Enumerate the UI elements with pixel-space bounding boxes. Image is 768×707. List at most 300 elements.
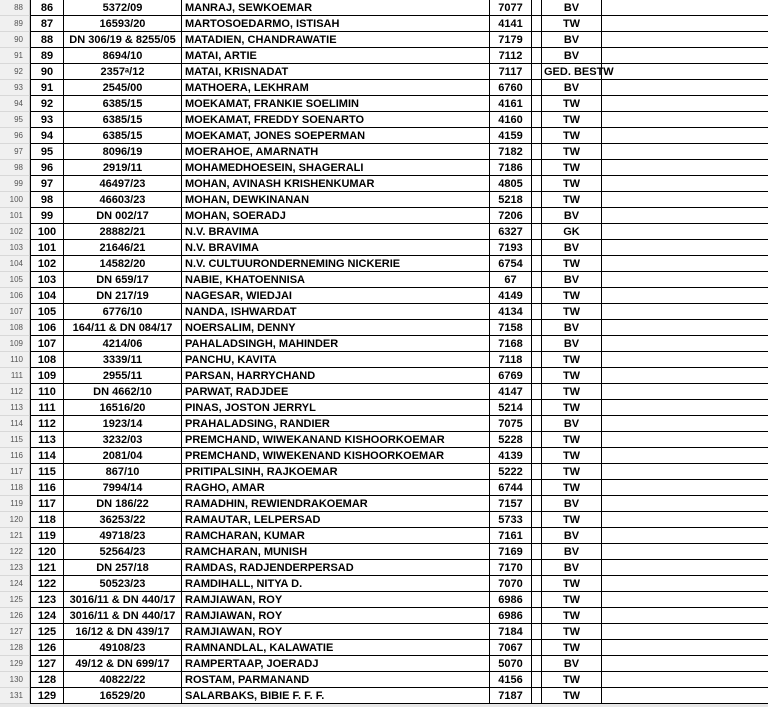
cell-empty[interactable] bbox=[602, 272, 768, 288]
cell-reference[interactable]: 40822/22 bbox=[64, 672, 182, 688]
cell-empty[interactable] bbox=[532, 592, 542, 608]
cell-type[interactable]: TW bbox=[542, 176, 602, 192]
row-header[interactable]: 89 bbox=[0, 16, 30, 32]
cell-empty[interactable] bbox=[602, 512, 768, 528]
row-header[interactable]: 113 bbox=[0, 400, 30, 416]
cell-number[interactable]: 110 bbox=[30, 384, 64, 400]
cell-empty[interactable] bbox=[602, 240, 768, 256]
row-header[interactable]: 107 bbox=[0, 304, 30, 320]
row-header[interactable]: 100 bbox=[0, 192, 30, 208]
cell-type[interactable]: TW bbox=[542, 384, 602, 400]
cell-empty[interactable] bbox=[532, 128, 542, 144]
cell-type[interactable]: BV bbox=[542, 0, 602, 16]
cell-type[interactable]: TW bbox=[542, 448, 602, 464]
cell-number[interactable]: 94 bbox=[30, 128, 64, 144]
row-header[interactable]: 97 bbox=[0, 144, 30, 160]
cell-empty[interactable] bbox=[602, 48, 768, 64]
cell-number[interactable]: 121 bbox=[30, 560, 64, 576]
row-header[interactable]: 96 bbox=[0, 128, 30, 144]
row-header[interactable]: 104 bbox=[0, 256, 30, 272]
row-header[interactable]: 98 bbox=[0, 160, 30, 176]
cell-name[interactable]: MOEKAMAT, JONES SOEPERMAN bbox=[182, 128, 490, 144]
cell-empty[interactable] bbox=[532, 64, 542, 80]
cell-name[interactable]: MANRAJ, SEWKOEMAR bbox=[182, 0, 490, 16]
row-header[interactable]: 109 bbox=[0, 336, 30, 352]
cell-empty[interactable] bbox=[532, 544, 542, 560]
cell-name[interactable]: MARTOSOEDARMO, ISTISAH bbox=[182, 16, 490, 32]
cell-code[interactable]: 7170 bbox=[490, 560, 532, 576]
cell-number[interactable]: 97 bbox=[30, 176, 64, 192]
cell-name[interactable]: PAHALADSINGH, MAHINDER bbox=[182, 336, 490, 352]
cell-empty[interactable] bbox=[532, 240, 542, 256]
cell-code[interactable]: 7187 bbox=[490, 688, 532, 704]
row-header[interactable]: 111 bbox=[0, 368, 30, 384]
cell-type[interactable]: BV bbox=[542, 32, 602, 48]
cell-name[interactable]: N.V. BRAVIMA bbox=[182, 224, 490, 240]
cell-reference[interactable]: 164/11 & DN 084/17 bbox=[64, 320, 182, 336]
cell-empty[interactable] bbox=[602, 336, 768, 352]
cell-reference[interactable]: 2545/00 bbox=[64, 80, 182, 96]
cell-name[interactable]: N.V. CULTUURONDERNEMING NICKERIE bbox=[182, 256, 490, 272]
cell-type[interactable]: TW bbox=[542, 608, 602, 624]
cell-empty[interactable] bbox=[602, 224, 768, 240]
row-header[interactable]: 115 bbox=[0, 432, 30, 448]
cell-name[interactable]: NABIE, KHATOENNISA bbox=[182, 272, 490, 288]
cell-number[interactable]: 103 bbox=[30, 272, 64, 288]
cell-reference[interactable]: DN 306/19 & 8255/05 bbox=[64, 32, 182, 48]
cell-name[interactable]: MOHAN, SOERADJ bbox=[182, 208, 490, 224]
cell-empty[interactable] bbox=[532, 144, 542, 160]
cell-empty[interactable] bbox=[602, 112, 768, 128]
cell-reference[interactable]: 6385/15 bbox=[64, 96, 182, 112]
cell-type[interactable]: TW bbox=[542, 128, 602, 144]
cell-reference[interactable]: 46603/23 bbox=[64, 192, 182, 208]
cell-code[interactable]: 4134 bbox=[490, 304, 532, 320]
cell-type[interactable]: TW bbox=[542, 512, 602, 528]
cell-empty[interactable] bbox=[602, 384, 768, 400]
cell-empty[interactable] bbox=[532, 192, 542, 208]
cell-type[interactable]: TW bbox=[542, 672, 602, 688]
cell-reference[interactable]: 49108/23 bbox=[64, 640, 182, 656]
cell-number[interactable]: 120 bbox=[30, 544, 64, 560]
cell-code[interactable]: 5214 bbox=[490, 400, 532, 416]
row-header[interactable]: 118 bbox=[0, 480, 30, 496]
cell-empty[interactable] bbox=[602, 128, 768, 144]
row-header[interactable]: 103 bbox=[0, 240, 30, 256]
cell-empty[interactable] bbox=[602, 64, 768, 80]
cell-type[interactable]: TW bbox=[542, 432, 602, 448]
row-header[interactable]: 116 bbox=[0, 448, 30, 464]
row-header[interactable]: 120 bbox=[0, 512, 30, 528]
cell-number[interactable]: 114 bbox=[30, 448, 64, 464]
cell-reference[interactable]: 4214/06 bbox=[64, 336, 182, 352]
cell-name[interactable]: MOHAMEDHOESEIN, SHAGERALI bbox=[182, 160, 490, 176]
cell-name[interactable]: RAGHO, AMAR bbox=[182, 480, 490, 496]
cell-code[interactable]: 7157 bbox=[490, 496, 532, 512]
cell-reference[interactable]: DN 002/17 bbox=[64, 208, 182, 224]
cell-empty[interactable] bbox=[532, 16, 542, 32]
cell-reference[interactable]: 2955/11 bbox=[64, 368, 182, 384]
cell-reference[interactable]: 2919/11 bbox=[64, 160, 182, 176]
cell-reference[interactable]: 16516/20 bbox=[64, 400, 182, 416]
cell-empty[interactable] bbox=[602, 96, 768, 112]
cell-code[interactable]: 7067 bbox=[490, 640, 532, 656]
cell-empty[interactable] bbox=[602, 688, 768, 704]
cell-name[interactable]: RAMJIAWAN, ROY bbox=[182, 624, 490, 640]
cell-code[interactable]: 4160 bbox=[490, 112, 532, 128]
cell-reference[interactable]: 16/12 & DN 439/17 bbox=[64, 624, 182, 640]
cell-empty[interactable] bbox=[532, 496, 542, 512]
cell-empty[interactable] bbox=[602, 528, 768, 544]
cell-code[interactable]: 5070 bbox=[490, 656, 532, 672]
cell-reference[interactable]: 28882/21 bbox=[64, 224, 182, 240]
cell-reference[interactable]: 3016/11 & DN 440/17 bbox=[64, 608, 182, 624]
cell-number[interactable]: 92 bbox=[30, 96, 64, 112]
cell-empty[interactable] bbox=[602, 560, 768, 576]
cell-code[interactable]: 7117 bbox=[490, 64, 532, 80]
cell-reference[interactable]: DN 217/19 bbox=[64, 288, 182, 304]
cell-empty[interactable] bbox=[532, 672, 542, 688]
cell-number[interactable]: 119 bbox=[30, 528, 64, 544]
cell-code[interactable]: 4156 bbox=[490, 672, 532, 688]
cell-empty[interactable] bbox=[532, 688, 542, 704]
cell-number[interactable]: 115 bbox=[30, 464, 64, 480]
cell-code[interactable]: 6760 bbox=[490, 80, 532, 96]
cell-type[interactable]: BV bbox=[542, 336, 602, 352]
cell-number[interactable]: 112 bbox=[30, 416, 64, 432]
cell-reference[interactable]: 5372/09 bbox=[64, 0, 182, 16]
cell-reference[interactable]: DN 186/22 bbox=[64, 496, 182, 512]
cell-code[interactable]: 4161 bbox=[490, 96, 532, 112]
row-header[interactable]: 92 bbox=[0, 64, 30, 80]
cell-number[interactable]: 100 bbox=[30, 224, 64, 240]
cell-type[interactable]: TW bbox=[542, 304, 602, 320]
cell-code[interactable]: 6769 bbox=[490, 368, 532, 384]
cell-type[interactable]: TW bbox=[542, 624, 602, 640]
cell-empty[interactable] bbox=[532, 208, 542, 224]
cell-empty[interactable] bbox=[532, 512, 542, 528]
cell-empty[interactable] bbox=[532, 224, 542, 240]
cell-number[interactable]: 124 bbox=[30, 608, 64, 624]
cell-empty[interactable] bbox=[532, 96, 542, 112]
cell-type[interactable]: BV bbox=[542, 496, 602, 512]
cell-empty[interactable] bbox=[532, 640, 542, 656]
cell-number[interactable]: 96 bbox=[30, 160, 64, 176]
cell-reference[interactable]: 2357ᵃ/12 bbox=[64, 64, 182, 80]
cell-reference[interactable]: 867/10 bbox=[64, 464, 182, 480]
row-header[interactable]: 90 bbox=[0, 32, 30, 48]
cell-reference[interactable]: DN 659/17 bbox=[64, 272, 182, 288]
row-header[interactable]: 128 bbox=[0, 640, 30, 656]
cell-type[interactable]: TW bbox=[542, 96, 602, 112]
cell-code[interactable]: 5733 bbox=[490, 512, 532, 528]
cell-reference[interactable]: 3016/11 & DN 440/17 bbox=[64, 592, 182, 608]
cell-empty[interactable] bbox=[532, 448, 542, 464]
cell-type[interactable]: TW bbox=[542, 112, 602, 128]
cell-code[interactable]: 7070 bbox=[490, 576, 532, 592]
row-header[interactable]: 110 bbox=[0, 352, 30, 368]
cell-name[interactable]: MOERAHOE, AMARNATH bbox=[182, 144, 490, 160]
cell-name[interactable]: NAGESAR, WIEDJAI bbox=[182, 288, 490, 304]
cell-name[interactable]: MATHOERA, LEKHRAM bbox=[182, 80, 490, 96]
cell-empty[interactable] bbox=[602, 368, 768, 384]
cell-empty[interactable] bbox=[532, 480, 542, 496]
cell-code[interactable]: 5222 bbox=[490, 464, 532, 480]
row-header[interactable]: 99 bbox=[0, 176, 30, 192]
cell-code[interactable]: 7169 bbox=[490, 544, 532, 560]
cell-number[interactable]: 89 bbox=[30, 48, 64, 64]
cell-number[interactable]: 127 bbox=[30, 656, 64, 672]
cell-empty[interactable] bbox=[532, 608, 542, 624]
cell-reference[interactable]: 16593/20 bbox=[64, 16, 182, 32]
cell-code[interactable]: 7112 bbox=[490, 48, 532, 64]
cell-empty[interactable] bbox=[602, 464, 768, 480]
cell-code[interactable]: 6986 bbox=[490, 592, 532, 608]
cell-number[interactable]: 90 bbox=[30, 64, 64, 80]
row-header[interactable]: 94 bbox=[0, 96, 30, 112]
cell-number[interactable]: 116 bbox=[30, 480, 64, 496]
cell-number[interactable]: 105 bbox=[30, 304, 64, 320]
cell-code[interactable]: 7184 bbox=[490, 624, 532, 640]
cell-number[interactable]: 99 bbox=[30, 208, 64, 224]
cell-type[interactable]: TW bbox=[542, 576, 602, 592]
row-header[interactable]: 123 bbox=[0, 560, 30, 576]
row-header[interactable]: 101 bbox=[0, 208, 30, 224]
cell-name[interactable]: PINAS, JOSTON JERRYL bbox=[182, 400, 490, 416]
cell-reference[interactable]: 21646/21 bbox=[64, 240, 182, 256]
cell-empty[interactable] bbox=[602, 416, 768, 432]
cell-empty[interactable] bbox=[602, 80, 768, 96]
cell-code[interactable]: 4139 bbox=[490, 448, 532, 464]
cell-empty[interactable] bbox=[532, 320, 542, 336]
cell-empty[interactable] bbox=[532, 416, 542, 432]
cell-name[interactable]: NANDA, ISHWARDAT bbox=[182, 304, 490, 320]
cell-type[interactable]: BV bbox=[542, 272, 602, 288]
cell-number[interactable]: 93 bbox=[30, 112, 64, 128]
cell-name[interactable]: RAMAUTAR, LELPERSAD bbox=[182, 512, 490, 528]
cell-empty[interactable] bbox=[602, 352, 768, 368]
cell-type[interactable]: TW bbox=[542, 480, 602, 496]
cell-reference[interactable]: 6385/15 bbox=[64, 112, 182, 128]
cell-name[interactable]: MOHAN, DEWKINANAN bbox=[182, 192, 490, 208]
cell-empty[interactable] bbox=[532, 256, 542, 272]
cell-empty[interactable] bbox=[532, 624, 542, 640]
cell-type[interactable]: TW bbox=[542, 592, 602, 608]
cell-code[interactable]: 4141 bbox=[490, 16, 532, 32]
cell-code[interactable]: 6744 bbox=[490, 480, 532, 496]
cell-code[interactable]: 4159 bbox=[490, 128, 532, 144]
row-header[interactable]: 93 bbox=[0, 80, 30, 96]
cell-empty[interactable] bbox=[602, 624, 768, 640]
cell-reference[interactable]: DN 4662/10 bbox=[64, 384, 182, 400]
cell-empty[interactable] bbox=[532, 576, 542, 592]
cell-empty[interactable] bbox=[532, 48, 542, 64]
cell-type[interactable]: TW bbox=[542, 16, 602, 32]
cell-type[interactable]: BV bbox=[542, 320, 602, 336]
cell-empty[interactable] bbox=[532, 336, 542, 352]
cell-code[interactable]: 4805 bbox=[490, 176, 532, 192]
cell-name[interactable]: MOEKAMAT, FRANKIE SOELIMIN bbox=[182, 96, 490, 112]
cell-type[interactable]: GED. BESTW bbox=[544, 66, 614, 78]
cell-reference[interactable]: 6385/15 bbox=[64, 128, 182, 144]
cell-empty[interactable] bbox=[532, 560, 542, 576]
cell-name[interactable]: RAMCHARAN, MUNISH bbox=[182, 544, 490, 560]
cell-reference[interactable]: 1923/14 bbox=[64, 416, 182, 432]
cell-empty[interactable] bbox=[602, 480, 768, 496]
cell-type[interactable]: BV bbox=[542, 240, 602, 256]
cell-code[interactable]: 7186 bbox=[490, 160, 532, 176]
cell-number[interactable]: 128 bbox=[30, 672, 64, 688]
row-header[interactable]: 126 bbox=[0, 608, 30, 624]
cell-code[interactable]: 7193 bbox=[490, 240, 532, 256]
cell-reference[interactable]: 16529/20 bbox=[64, 688, 182, 704]
row-header[interactable]: 127 bbox=[0, 624, 30, 640]
row-header[interactable]: 95 bbox=[0, 112, 30, 128]
cell-type[interactable]: BV bbox=[542, 416, 602, 432]
cell-empty[interactable] bbox=[532, 352, 542, 368]
cell-code[interactable]: 4147 bbox=[490, 384, 532, 400]
cell-empty[interactable] bbox=[602, 256, 768, 272]
cell-empty[interactable] bbox=[532, 384, 542, 400]
cell-name[interactable]: PREMCHAND, WIWEKANAND KISHOORKOEMAR bbox=[182, 432, 490, 448]
row-header[interactable]: 91 bbox=[0, 48, 30, 64]
cell-name[interactable]: RAMJIAWAN, ROY bbox=[182, 592, 490, 608]
cell-code[interactable]: 6327 bbox=[490, 224, 532, 240]
cell-code[interactable]: 7158 bbox=[490, 320, 532, 336]
cell-empty[interactable] bbox=[532, 464, 542, 480]
row-header[interactable]: 114 bbox=[0, 416, 30, 432]
cell-empty[interactable] bbox=[602, 400, 768, 416]
cell-empty[interactable] bbox=[532, 368, 542, 384]
cell-code[interactable]: 7206 bbox=[490, 208, 532, 224]
cell-type[interactable]: BV bbox=[542, 48, 602, 64]
row-header[interactable]: 112 bbox=[0, 384, 30, 400]
cell-empty[interactable] bbox=[602, 544, 768, 560]
cell-reference[interactable]: 14582/20 bbox=[64, 256, 182, 272]
cell-name[interactable]: MOHAN, AVINASH KRISHENKUMAR bbox=[182, 176, 490, 192]
cell-name[interactable]: MATAI, ARTIE bbox=[182, 48, 490, 64]
row-header[interactable]: 122 bbox=[0, 544, 30, 560]
cell-empty[interactable] bbox=[602, 592, 768, 608]
cell-empty[interactable] bbox=[602, 672, 768, 688]
cell-type[interactable]: BV bbox=[542, 544, 602, 560]
cell-number[interactable]: 117 bbox=[30, 496, 64, 512]
cell-number[interactable]: 98 bbox=[30, 192, 64, 208]
cell-type[interactable]: TW bbox=[542, 368, 602, 384]
cell-number[interactable]: 106 bbox=[30, 320, 64, 336]
cell-reference[interactable]: 8096/19 bbox=[64, 144, 182, 160]
cell-empty[interactable] bbox=[532, 176, 542, 192]
row-header[interactable]: 102 bbox=[0, 224, 30, 240]
cell-reference[interactable]: 2081/04 bbox=[64, 448, 182, 464]
cell-empty[interactable] bbox=[602, 144, 768, 160]
cell-number[interactable]: 88 bbox=[30, 32, 64, 48]
cell-code[interactable]: 7118 bbox=[490, 352, 532, 368]
cell-name[interactable]: MATAI, KRISNADAT bbox=[182, 64, 490, 80]
cell-type[interactable]: GK bbox=[542, 224, 602, 240]
cell-code[interactable]: 7179 bbox=[490, 32, 532, 48]
cell-empty[interactable] bbox=[532, 272, 542, 288]
cell-reference[interactable]: 49/12 & DN 699/17 bbox=[64, 656, 182, 672]
cell-empty[interactable] bbox=[602, 208, 768, 224]
cell-type[interactable]: TW bbox=[542, 464, 602, 480]
row-header[interactable]: 121 bbox=[0, 528, 30, 544]
cell-reference[interactable]: 3339/11 bbox=[64, 352, 182, 368]
cell-reference[interactable]: 7994/14 bbox=[64, 480, 182, 496]
cell-empty[interactable] bbox=[532, 400, 542, 416]
cell-empty[interactable] bbox=[602, 640, 768, 656]
cell-number[interactable]: 102 bbox=[30, 256, 64, 272]
cell-reference[interactable]: 49718/23 bbox=[64, 528, 182, 544]
cell-code[interactable]: 7182 bbox=[490, 144, 532, 160]
cell-type[interactable]: TW bbox=[542, 256, 602, 272]
cell-reference[interactable]: 50523/23 bbox=[64, 576, 182, 592]
cell-name[interactable]: RAMPERTAAP, JOERADJ bbox=[182, 656, 490, 672]
cell-empty[interactable] bbox=[602, 576, 768, 592]
cell-empty[interactable] bbox=[602, 192, 768, 208]
cell-number[interactable]: 113 bbox=[30, 432, 64, 448]
cell-type[interactable]: TW bbox=[542, 688, 602, 704]
cell-name[interactable]: PARWAT, RADJDEE bbox=[182, 384, 490, 400]
cell-number[interactable]: 108 bbox=[30, 352, 64, 368]
cell-name[interactable]: RAMJIAWAN, ROY bbox=[182, 608, 490, 624]
cell-number[interactable]: 95 bbox=[30, 144, 64, 160]
cell-empty[interactable] bbox=[602, 608, 768, 624]
cell-code[interactable]: 7077 bbox=[490, 0, 532, 16]
cell-type[interactable]: TW bbox=[542, 160, 602, 176]
cell-empty[interactable] bbox=[602, 320, 768, 336]
cell-reference[interactable]: 46497/23 bbox=[64, 176, 182, 192]
cell-empty[interactable] bbox=[602, 432, 768, 448]
row-header[interactable]: 129 bbox=[0, 656, 30, 672]
cell-name[interactable]: MOEKAMAT, FREDDY SOENARTO bbox=[182, 112, 490, 128]
cell-name[interactable]: PANCHU, KAVITA bbox=[182, 352, 490, 368]
cell-code[interactable]: 7075 bbox=[490, 416, 532, 432]
cell-type[interactable]: BV bbox=[542, 656, 602, 672]
cell-name[interactable]: MATADIEN, CHANDRAWATIE bbox=[182, 32, 490, 48]
row-header[interactable]: 106 bbox=[0, 288, 30, 304]
cell-empty[interactable] bbox=[602, 176, 768, 192]
cell-empty[interactable] bbox=[602, 32, 768, 48]
cell-reference[interactable]: DN 257/18 bbox=[64, 560, 182, 576]
cell-empty[interactable] bbox=[602, 160, 768, 176]
cell-name[interactable]: RAMDIHALL, NITYA D. bbox=[182, 576, 490, 592]
row-header[interactable]: 119 bbox=[0, 496, 30, 512]
cell-code[interactable]: 7161 bbox=[490, 528, 532, 544]
cell-number[interactable]: 101 bbox=[30, 240, 64, 256]
cell-name[interactable]: PREMCHAND, WIWEKENAND KISHOORKOEMAR bbox=[182, 448, 490, 464]
cell-number[interactable]: 91 bbox=[30, 80, 64, 96]
cell-number[interactable]: 86 bbox=[30, 0, 64, 16]
cell-empty[interactable] bbox=[602, 304, 768, 320]
cell-code[interactable]: 5218 bbox=[490, 192, 532, 208]
cell-name[interactable]: NOERSALIM, DENNY bbox=[182, 320, 490, 336]
cell-empty[interactable] bbox=[532, 0, 542, 16]
row-header[interactable]: 124 bbox=[0, 576, 30, 592]
cell-type[interactable]: TW bbox=[542, 288, 602, 304]
cell-empty[interactable] bbox=[532, 432, 542, 448]
cell-code[interactable]: 67 bbox=[490, 272, 532, 288]
cell-name[interactable]: RAMDAS, RADJENDERPERSAD bbox=[182, 560, 490, 576]
cell-empty[interactable] bbox=[532, 112, 542, 128]
cell-type[interactable]: TW bbox=[542, 400, 602, 416]
row-header[interactable]: 131 bbox=[0, 688, 30, 704]
cell-number[interactable]: 129 bbox=[30, 688, 64, 704]
cell-number[interactable]: 87 bbox=[30, 16, 64, 32]
row-header[interactable]: 130 bbox=[0, 672, 30, 688]
cell-code[interactable]: 5228 bbox=[490, 432, 532, 448]
cell-empty[interactable] bbox=[532, 288, 542, 304]
